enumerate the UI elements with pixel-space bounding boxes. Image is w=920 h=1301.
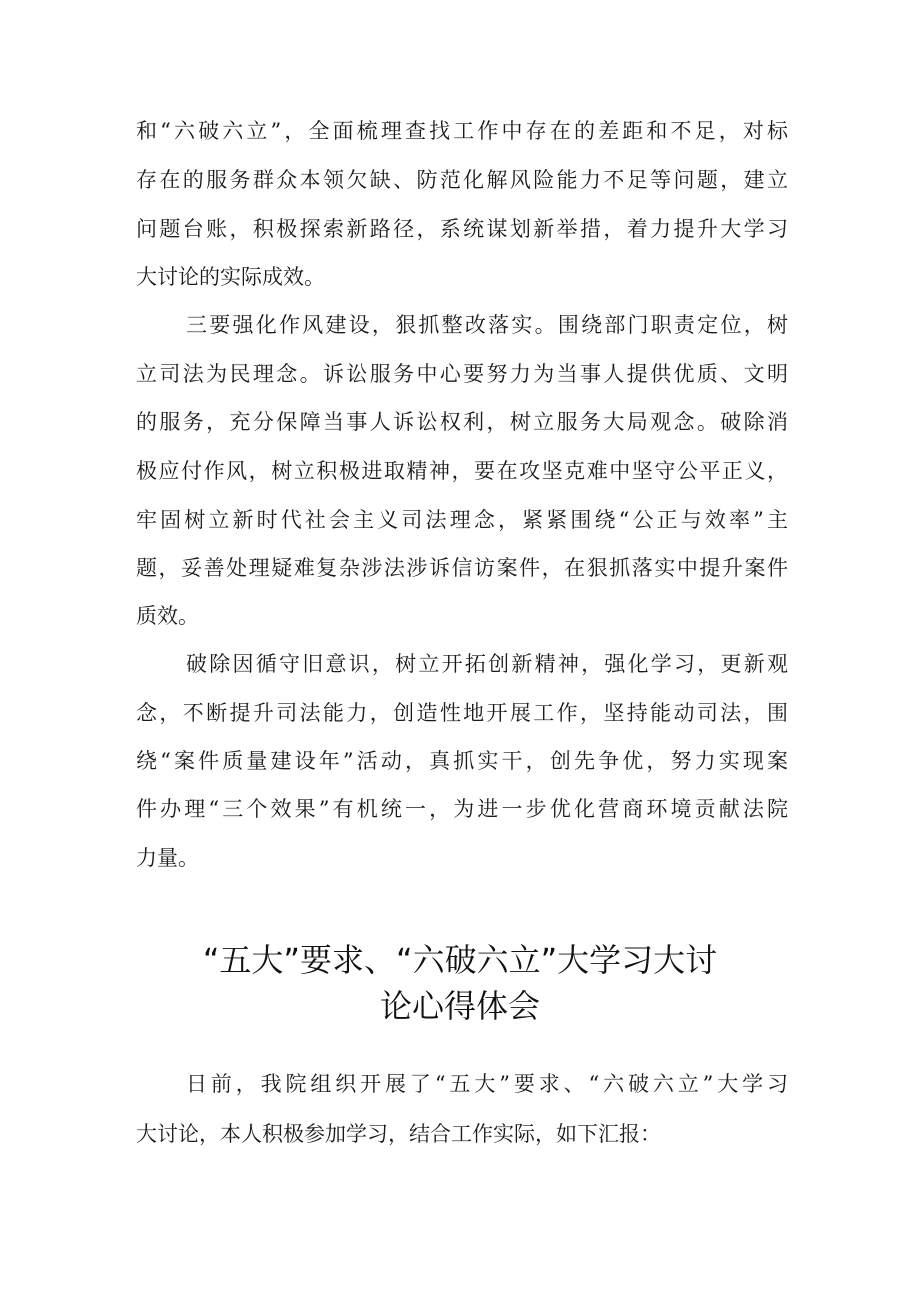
- document-title-line-2: 论心得体会: [379, 987, 540, 1025]
- paragraph-1-line-3: 问题台账，积极探索新路径，系统谋划新举措，着力提升大学习: [136, 217, 788, 241]
- intro-line-1: 日前，我院组织开展了“五大”要求、“六破六立”大学习: [186, 1072, 788, 1096]
- document-title-line-1: “五大”要求、“六破六立”大学习大讨: [202, 941, 718, 979]
- paragraph-2-line-6: 题，妥善处理疑难复杂涉法涉诉信访案件，在狠抓落实中提升案件: [136, 556, 788, 580]
- paragraph-2-line-2: 立司法为民理念。诉讼服务中心要努力为当事人提供优质、文明: [136, 362, 788, 386]
- paragraph-2-line-4: 极应付作风，树立积极进取精神，要在攻坚克难中坚守公平正义，: [136, 459, 788, 483]
- intro-line-2: 大讨论，本人积极参加学习，结合工作实际，如下汇报：: [136, 1122, 661, 1146]
- paragraph-3-line-2: 念，不断提升司法能力，创造性地开展工作，坚持能动司法，围: [136, 701, 788, 725]
- paragraph-3-line-1: 破除因循守旧意识，树立开拓创新精神，强化学习，更新观: [186, 652, 788, 676]
- paragraph-2-line-7: 质效。: [136, 604, 199, 628]
- paragraph-1-line-1: 和“六破六立”，全面梳理查找工作中存在的差距和不足，对标: [136, 119, 788, 143]
- paragraph-1-line-4: 大讨论的实际成效。: [136, 265, 325, 289]
- paragraph-2-line-5: 牢固树立新时代社会主义司法理念，紧紧围绕“公正与效率”主: [136, 508, 788, 532]
- paragraph-2-line-1: 三要强化作风建设，狠抓整改落实。围绕部门职责定位，树: [186, 313, 788, 337]
- paragraph-3-line-5: 力量。: [136, 846, 199, 870]
- paragraph-1-line-2: 存在的服务群众本领欠缺、防范化解风险能力不足等问题，建立: [136, 168, 788, 192]
- paragraph-3-line-3: 绕“案件质量建设年”活动，真抓实干，创先争优，努力实现案: [136, 749, 788, 773]
- paragraph-3-line-4: 件办理“三个效果”有机统一，为进一步优化营商环境贡献法院: [136, 797, 788, 821]
- paragraph-2-line-3: 的服务，充分保障当事人诉讼权利，树立服务大局观念。破除消: [136, 410, 788, 434]
